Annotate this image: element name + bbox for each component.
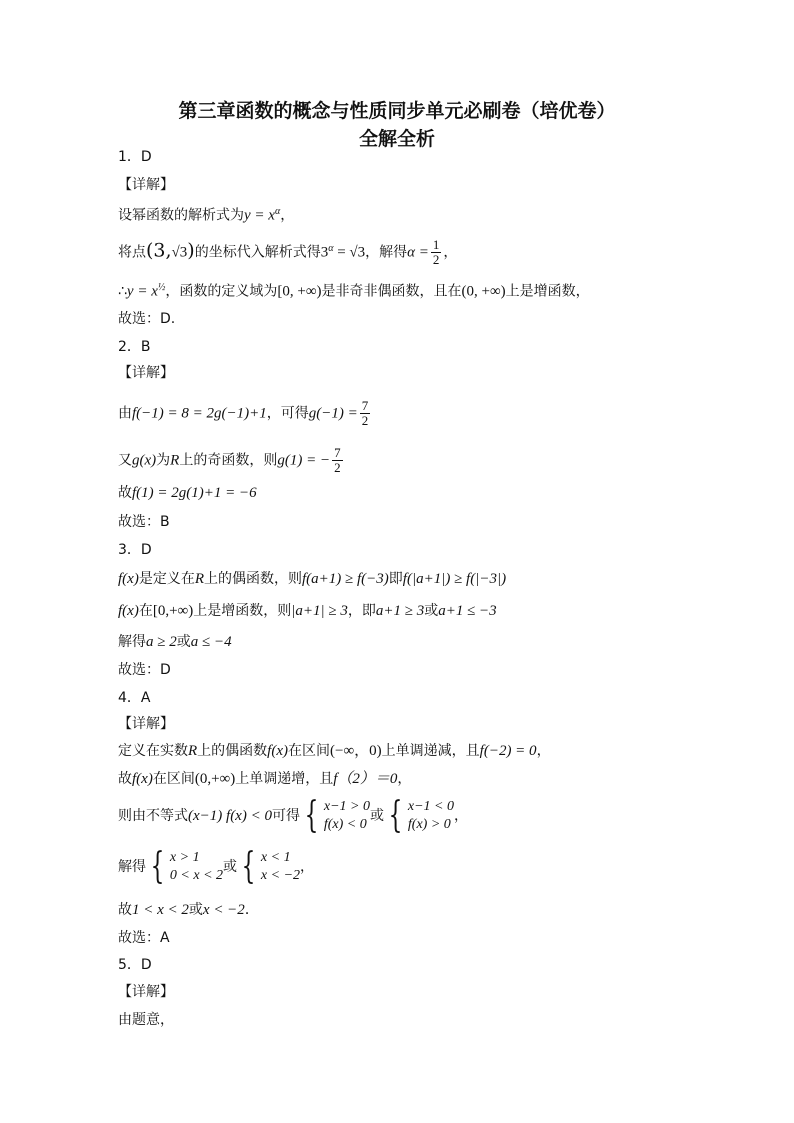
- q3-line1: f(x)是定义在R上的偶函数，则f(a+1) ≥ f(−3)即f(|a+1|) ≥ f(|−3|): [118, 571, 507, 587]
- q4-line5: 故1 < x < 2或x < −2．: [118, 902, 259, 918]
- inequality-system-2: { x−1 < 0 f(x) > 0: [388, 795, 454, 836]
- inequality-system-1: { x−1 > 0 f(x) < 0: [304, 795, 370, 836]
- q4-line1: 定义在实数R上的偶函数f(x)在区间(−∞，0)上单调递减，且f(−2) = 0，: [118, 743, 551, 759]
- q1-conclusion: 故选：D.: [118, 311, 176, 327]
- q4-line3: 则由不等式(x−1) f(x) < 0可得 { x−1 > 0 f(x) < 0 或 { x−1 < 0 f(x) > 0 ，: [118, 795, 468, 836]
- q3-line3: 解得a ≥ 2或a ≤ −4: [118, 634, 232, 650]
- q3-line2: f(x)在[0,+∞)上是增函数，则|a+1| ≥ 3，即a+1 ≥ 3或a+1 ≤ −3: [118, 603, 497, 619]
- q1-line2: 将点(3,√3)的坐标代入解析式得$3^\alpha = √3$，解得α = $\frac{1}{2}$ ，: [118, 237, 458, 267]
- document-subtitle: 全解全析: [358, 128, 435, 150]
- q2-answer: 2．B: [118, 339, 151, 355]
- solution-system-2: { x < 1 x < −2: [241, 846, 301, 887]
- q2-line3: 故f(1) = 2g(1)+1 = −6: [118, 485, 257, 501]
- q1-line1: 设幂函数的解析式为$y = x^\alpha$，: [118, 206, 295, 224]
- q3-conclusion: 故选：D: [118, 662, 171, 678]
- q2-line2: 又g(x)为R上的奇函数，则g(1) = − $\frac{7}{2}$: [118, 445, 341, 475]
- q2-detail-label: 【详解】: [118, 365, 174, 381]
- q1-answer: 1．D: [118, 149, 152, 165]
- q1-line3: ∴y = $x^{\frac{1}{2}}$，函数的定义域为[0, +∞)是非奇非偶函数，且在(0, +∞)上是增函数，: [118, 282, 590, 300]
- q4-answer: 4．A: [118, 690, 151, 706]
- q4-line2: 故f(x)在区间(0,+∞)上单调递增，且f（2）＝0，: [118, 771, 412, 787]
- q4-detail-label: 【详解】: [118, 716, 174, 732]
- q5-answer: 5．D: [118, 957, 152, 973]
- solution-system-1: { x > 1 0 < x < 2: [150, 846, 224, 887]
- q2-line1: 由f(−1) = 8 = 2g(−1)+1，可得g(−1) = $\frac{7}{2}$: [118, 398, 369, 428]
- q5-line1: 由题意，: [118, 1012, 174, 1028]
- q4-conclusion: 故选：A: [118, 930, 170, 946]
- q4-line4: 解得 { x > 1 0 < x < 2 或 { x < 1 x < −2 ，: [118, 846, 315, 887]
- q2-conclusion: 故选：B: [118, 514, 170, 530]
- q3-answer: 3．D: [118, 542, 152, 558]
- q1-detail-label: 【详解】: [118, 177, 174, 193]
- document-title: 第三章函数的概念与性质同步单元必刷卷（培优卷）: [178, 100, 616, 122]
- q5-detail-label: 【详解】: [118, 984, 174, 1000]
